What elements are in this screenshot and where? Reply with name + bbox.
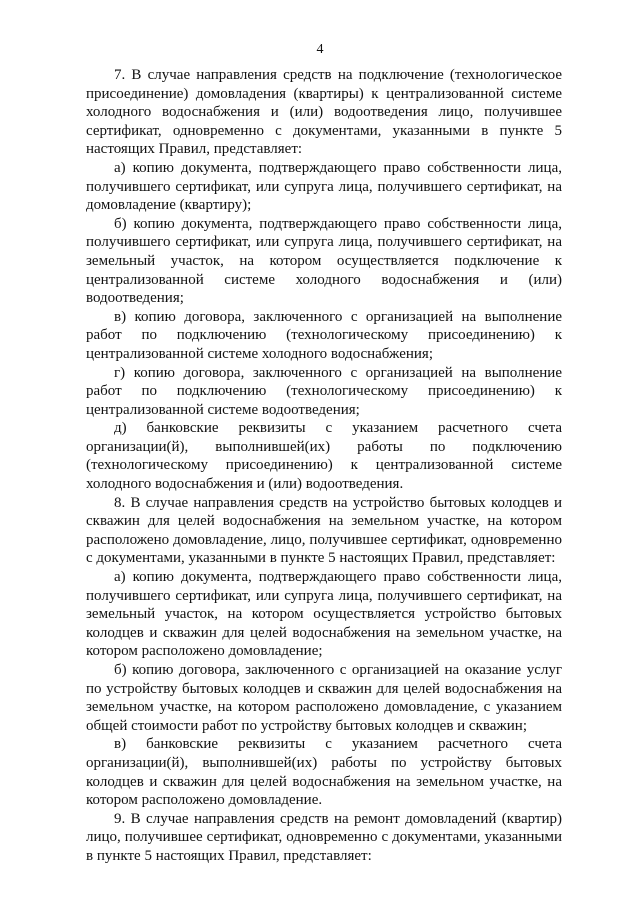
paragraph-7g: г) копию договора, заключенного с организацией на выполнение работ по подключению (технологическому присоединению) к централизованной системе водоотведения; (86, 364, 562, 418)
page-number: 4 (316, 42, 324, 57)
paragraph-7d: д) банковские реквизиты с указанием расчетного счета организации(й), выполнившей(их) работы по подключению (технологическому присоединению) к централизованной системе холодного водоснабжения и (или) водоотведения. (86, 420, 562, 493)
paragraph-8a: а) копию документа, подтверждающего право собственности лица, получившего сертификат, или супруга лица, получившего сертификат, на земельный участок, на котором осуществляется устройство бытовых колодцев и скважин для целей водоснабжения на земельном участке, на котором расположено домовладение; (86, 569, 562, 660)
paragraph-7: 7. В случае направления средств на подключение (технологическое присоединение) домовладения (квартиры) к централизованной системе холодного водоснабжения и (или) водоотведения лицо, получившее сертификат, одновременно с документами, указанными в пункте 5 настоящих Правил, представляет: (86, 67, 562, 158)
paragraph-8: 8. В случае направления средств на устройство бытовых колодцев и скважин для целей водоснабжения на земельном участке, на котором расположено домовладение, лицо, получившее сертификат, одновременно с документами, указанными в пункте 5 настоящих Правил, представляет: (86, 494, 562, 567)
paragraph-8b: б) копию договора, заключенного с организацией на оказание услуг по устройству бытовых колодцев и скважин для целей водоснабжения на земельном участке, на котором расположено домовладение, с указанием общей стоимости работ по устройству бытовых колодцев и скважин; (86, 662, 562, 734)
paragraph-8v: в) банковские реквизиты с указанием расчетного счета организации(й), выполнившей(их) работы по устройству бытовых колодцев и скважин для целей водоснабжения на земельном участке, на котором расположено домовладение. (86, 736, 562, 809)
paragraph-7a: а) копию документа, подтверждающего право собственности лица, получившего сертификат, или супруга лица, получившего сертификат, на домовладение (квартиру); (86, 159, 562, 214)
paragraph-7b: б) копию документа, подтверждающего право собственности лица, получившего сертификат, или супруга лица, получившего сертификат, на земельный участок, на котором осуществляется подключение к централизованной системе холодного водоснабжения и (или) водоотведения; (86, 215, 562, 307)
paragraph-9: 9. В случае направления средств на ремонт домовладений (квартир) лицо, получившее сертификат, одновременно с документами, указанными в пункте 5 настоящих Правил, представляет: (86, 810, 562, 864)
document-body (86, 66, 562, 866)
paragraph-7v: в) копию договора, заключенного с организацией на выполнение работ по подключению (технологическому присоединению) к централизованной системе холодного водоснабжения; (86, 308, 562, 362)
